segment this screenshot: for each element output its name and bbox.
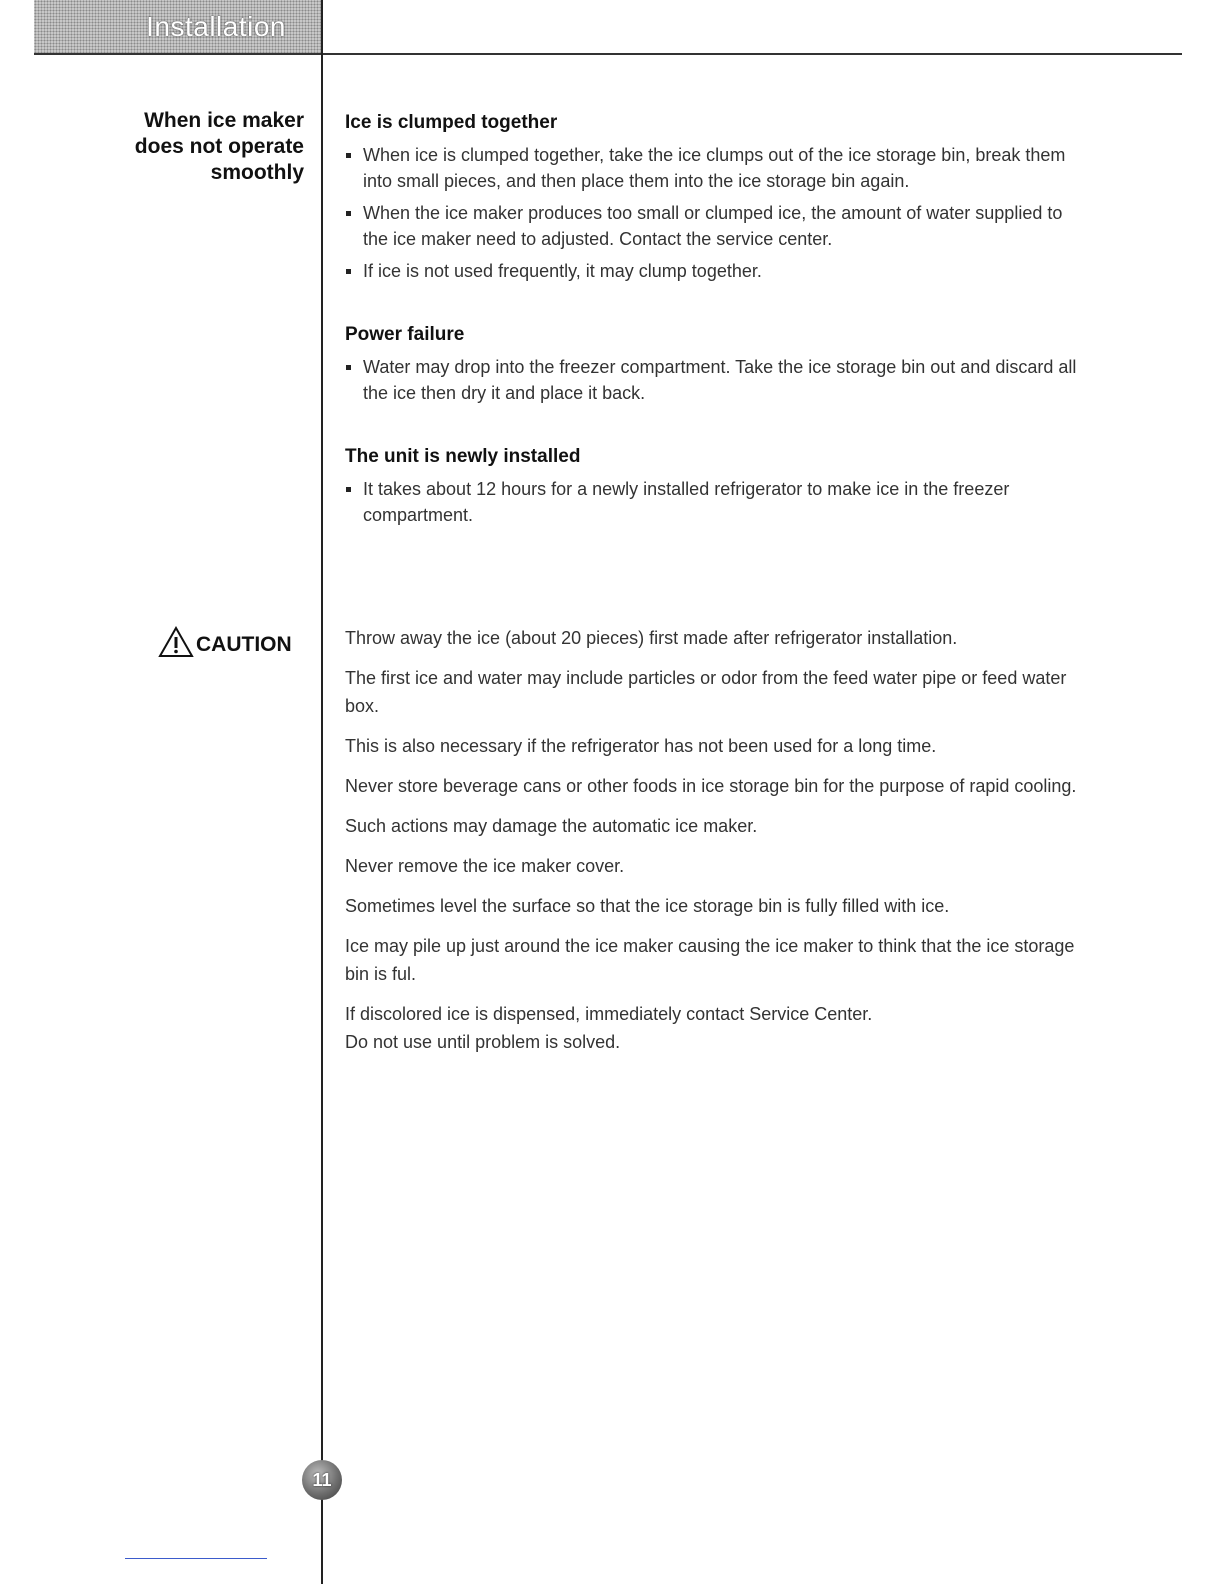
- section-power-failure: [345, 322, 1085, 406]
- section-title: Power failure: [345, 324, 465, 345]
- caution-paragraph: If discolored ice is dispensed, immediately contact Service Center.: [345, 1004, 873, 1024]
- list-item: If ice is not used frequently, it may clump together.: [345, 258, 1085, 284]
- page-number: 11: [302, 1460, 342, 1500]
- caution-paragraph: The first ice and water may include particles or odor from the feed water pipe or feed water box.: [345, 668, 1067, 716]
- bullet-list: [345, 142, 1085, 284]
- header-rule: [34, 53, 1182, 55]
- caution-paragraph: Never store beverage cans or other foods in ice storage bin for the purpose of rapid cooling.: [345, 776, 1077, 796]
- caution-text-label: CAUTION: [196, 633, 292, 656]
- header-tab: [34, 0, 322, 54]
- section-title: The unit is newly installed: [345, 446, 581, 467]
- side-heading-line: smoothly: [210, 161, 304, 184]
- section-ice-clumped: [345, 110, 1085, 284]
- section-newly-installed: [345, 444, 1085, 528]
- caution-paragraph: Ice may pile up just around the ice maker causing the ice maker to think that the ice storage bin is ful.: [345, 936, 1075, 984]
- side-heading: [104, 108, 304, 186]
- caution-paragraph: Throw away the ice (about 20 pieces) first made after refrigerator installation.: [345, 628, 958, 648]
- header-title: Installation: [146, 11, 286, 42]
- list-item: When the ice maker produces too small or clumped ice, the amount of water supplied to the ice maker need to adjusted. Contact the service center.: [345, 200, 1085, 252]
- bullet-list: [345, 476, 1085, 528]
- list-item: It takes about 12 hours for a newly installed refrigerator to make ice in the freezer compartment.: [345, 476, 1085, 528]
- section-title: Ice is clumped together: [345, 112, 558, 133]
- side-heading-line: When ice maker: [144, 109, 304, 132]
- footer-underline: [125, 1558, 267, 1559]
- caution-paragraphs: [345, 624, 1085, 1068]
- warning-triangle-icon: [158, 626, 196, 664]
- caution-paragraph: Such actions may damage the automatic ice maker.: [345, 816, 758, 836]
- vertical-divider: [321, 0, 323, 1584]
- bullet-list: [345, 354, 1085, 406]
- caution-paragraph: Do not use until problem is solved.: [345, 1032, 621, 1052]
- caution-paragraph: Never remove the ice maker cover.: [345, 856, 625, 876]
- side-heading-line: does not operate: [134, 135, 304, 158]
- caution-paragraph: This is also necessary if the refrigerator has not been used for a long time.: [345, 736, 937, 756]
- caution-label: [158, 626, 292, 664]
- list-item: Water may drop into the freezer compartment. Take the ice storage bin out and discard all the ice then dry it and place it back.: [345, 354, 1085, 406]
- list-item: When ice is clumped together, take the ice clumps out of the ice storage bin, break them into small pieces, and then place them into the ice storage bin again.: [345, 142, 1085, 194]
- main-content: [345, 110, 1085, 566]
- caution-paragraph: Sometimes level the surface so that the ice storage bin is fully filled with ice.: [345, 896, 950, 916]
